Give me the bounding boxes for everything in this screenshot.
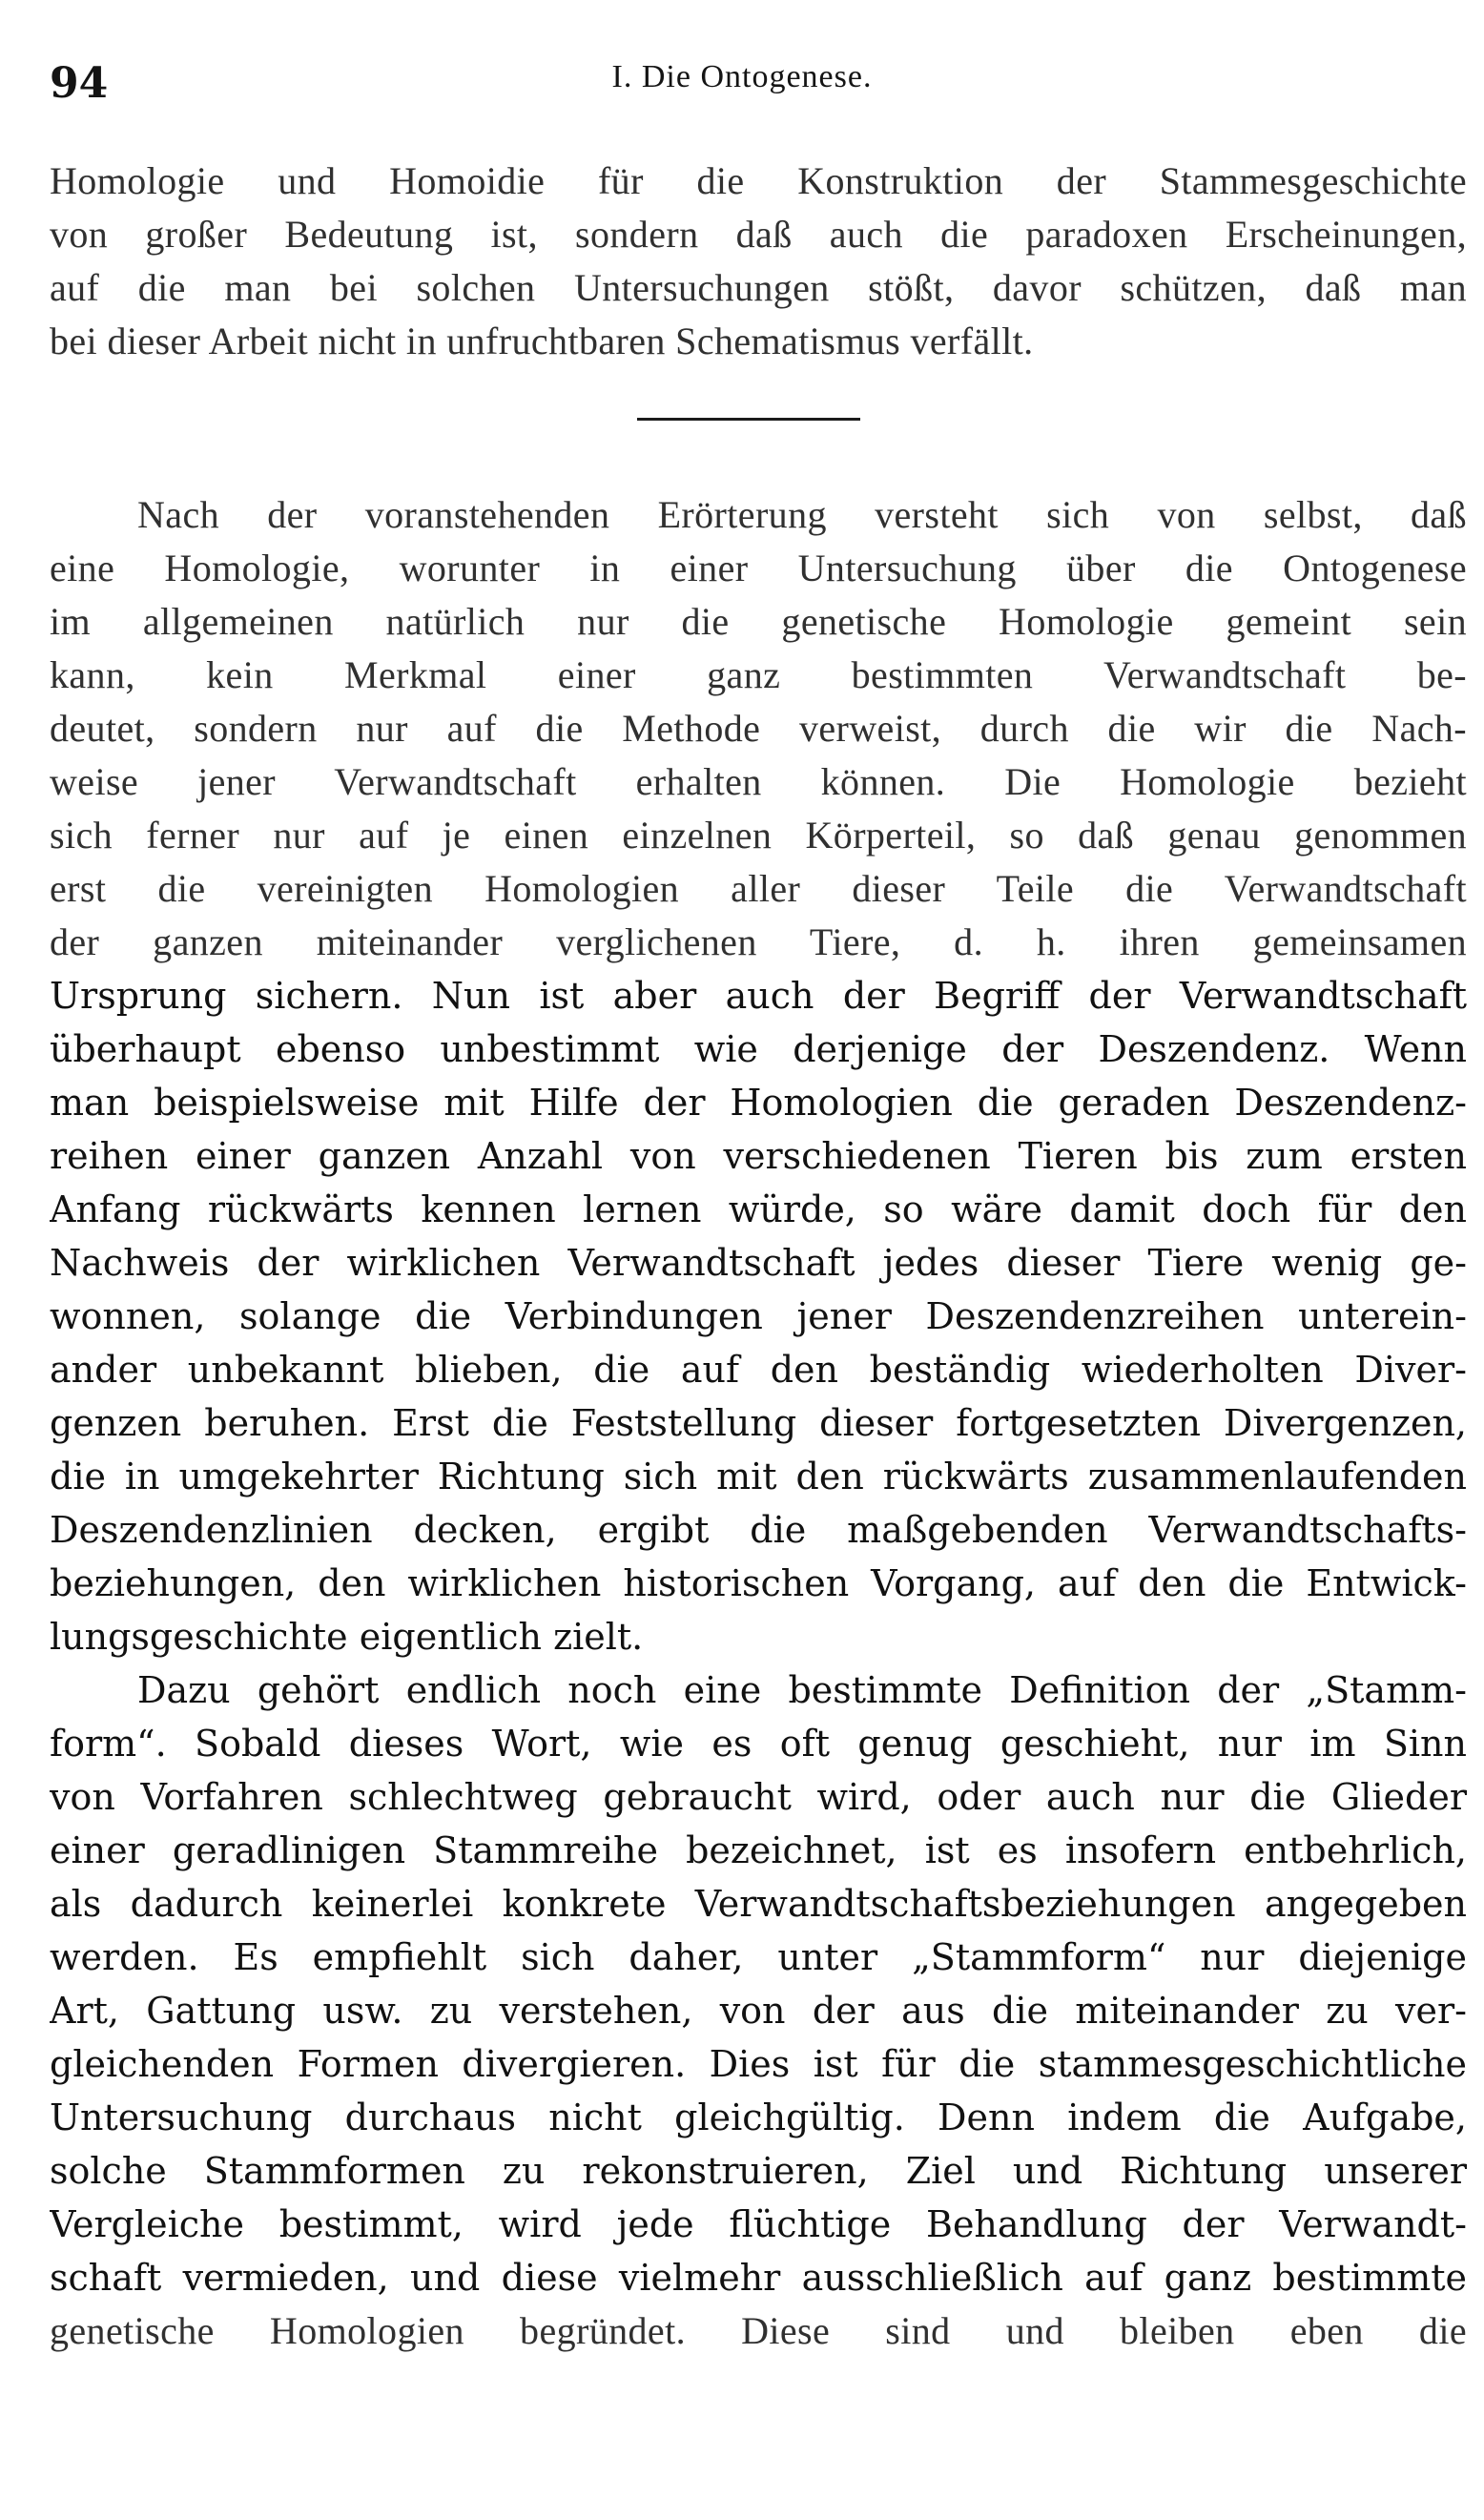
paragraph-top-line: Homologie und Homoidie für die Konstruktion der Stammesgeschichte	[50, 159, 1467, 202]
paragraph-main-line: der ganzen miteinander verglichenen Tiere, d. h. ihren gemeinsamen	[50, 920, 1467, 963]
paragraph-end-line: als dadurch keinerlei konkrete Verwandtschaftsbeziehungen angegeben	[50, 1883, 1467, 1925]
paragraph-end-line: Dazu gehört endlich noch eine bestimmte Definition der „Stamm-	[137, 1669, 1467, 1711]
paragraph-main-line: eine Homologie, worunter in einer Untersuchung über die Ontogenese	[50, 547, 1467, 589]
paragraph-main-line: beziehungen, den wirklichen historischen Vorgang, auf den die Entwick-	[50, 1562, 1467, 1604]
paragraph-main-line: Nachweis der wirklichen Verwandtschaft jedes dieser Tiere wenig ge-	[50, 1242, 1467, 1284]
paragraph-top-line: von großer Bedeutung ist, sondern daß auch die paradoxen Erscheinungen,	[50, 213, 1467, 256]
paragraph-main-line: überhaupt ebenso unbestimmt wie derjenige der Deszendenz. Wenn	[50, 1028, 1467, 1070]
paragraph-main-line: Deszendenzlinien decken, ergibt die maßgebenden Verwandtschafts-	[50, 1509, 1467, 1551]
paragraph-end-line: solche Stammformen zu rekonstruieren, Ziel und Richtung unserer	[50, 2150, 1467, 2192]
paragraph-end-line: einer geradlinigen Stammreihe bezeichnet, ist es insofern entbehrlich,	[50, 1829, 1467, 1871]
paragraph-main-line: reihen einer ganzen Anzahl von verschiedenen Tieren bis zum ersten	[50, 1135, 1467, 1177]
paragraph-main-line: die in umgekehrter Richtung sich mit den rückwärts zusammenlaufenden	[50, 1456, 1467, 1498]
paragraph-main-line: erst die vereinigten Homologien aller dieser Teile die Verwandtschaft	[50, 867, 1467, 910]
paragraph-end-line: form“. Sobald dieses Wort, wie es oft genug geschieht, nur im Sinn	[50, 1723, 1467, 1765]
page-header	[50, 50, 1434, 107]
paragraph-main-line: wonnen, solange die Verbindungen jener Deszendenzreihen unterein-	[50, 1295, 1467, 1337]
section-divider	[637, 418, 860, 421]
paragraph-end	[50, 1663, 1467, 2358]
paragraph-main-line: lungsgeschichte eigentlich zielt.	[50, 1616, 644, 1658]
paragraph-main-line: Anfang rückwärts kennen lernen würde, so wäre damit doch für den	[50, 1188, 1467, 1230]
paragraph-end-line: werden. Es empfiehlt sich daher, unter „Stammform“ nur diejenige	[50, 1936, 1467, 1978]
paragraph-top	[50, 155, 1467, 368]
paragraph-end-line: Vergleiche bestimmt, wird jede flüchtige Behandlung der Verwandt-	[50, 2203, 1467, 2245]
paragraph-main-line: kann, kein Merkmal einer ganz bestimmten Verwandtschaft be-	[50, 653, 1467, 696]
paragraph-main-line: man beispielsweise mit Hilfe der Homologien die geraden Deszendenz-	[50, 1082, 1467, 1124]
paragraph-end-line: schaft vermieden, und diese vielmehr ausschließlich auf ganz bestimmte	[50, 2257, 1467, 2299]
paragraph-end-line: von Vorfahren schlechtweg gebraucht wird, oder auch nur die Glieder	[50, 1776, 1467, 1818]
paragraph-main-line: Ursprung sichern. Nun ist aber auch der Begriff der Verwandtschaft	[50, 975, 1467, 1017]
paragraph-main	[50, 488, 1467, 1663]
paragraph-end-line: genetische Homologien begründet. Diese sind und bleiben eben die	[50, 2309, 1467, 2352]
paragraph-main-line: genzen beruhen. Erst die Feststellung dieser fortgesetzten Divergenzen,	[50, 1402, 1467, 1444]
paragraph-main-line: sich ferner nur auf je einen einzelnen Körperteil, so daß genau genommen	[50, 814, 1467, 857]
paragraph-end-line: Art, Gattung usw. zu verstehen, von der aus die miteinander zu ver-	[50, 1990, 1467, 2032]
paragraph-main-line: weise jener Verwandtschaft erhalten können. Die Homologie bezieht	[50, 760, 1467, 803]
paragraph-main-line: Nach der voranstehenden Erörterung versteht sich von selbst, daß	[137, 493, 1467, 536]
paragraph-end-line: Untersuchung durchaus nicht gleichgültig. Denn indem die Aufgabe,	[50, 2097, 1467, 2138]
running-head: I. Die Ontogenese.	[611, 59, 873, 94]
paragraph-top-line: bei dieser Arbeit nicht in unfruchtbaren Schematismus verfällt.	[50, 320, 1034, 362]
paragraph-main-line: deutet, sondern nur auf die Methode verweist, durch die wir die Nach-	[50, 707, 1467, 750]
page-number: 94	[50, 59, 109, 108]
paragraph-main-line: ander unbekannt blieben, die auf den beständig wiederholten Diver-	[50, 1349, 1467, 1391]
paragraph-top-line: auf die man bei solchen Untersuchungen stößt, davor schützen, daß man	[50, 266, 1467, 309]
paragraph-end-line: gleichenden Formen divergieren. Dies ist für die stammesgeschichtliche	[50, 2043, 1467, 2085]
paragraph-main-line: im allgemeinen natürlich nur die genetische Homologie gemeint sein	[50, 600, 1467, 643]
